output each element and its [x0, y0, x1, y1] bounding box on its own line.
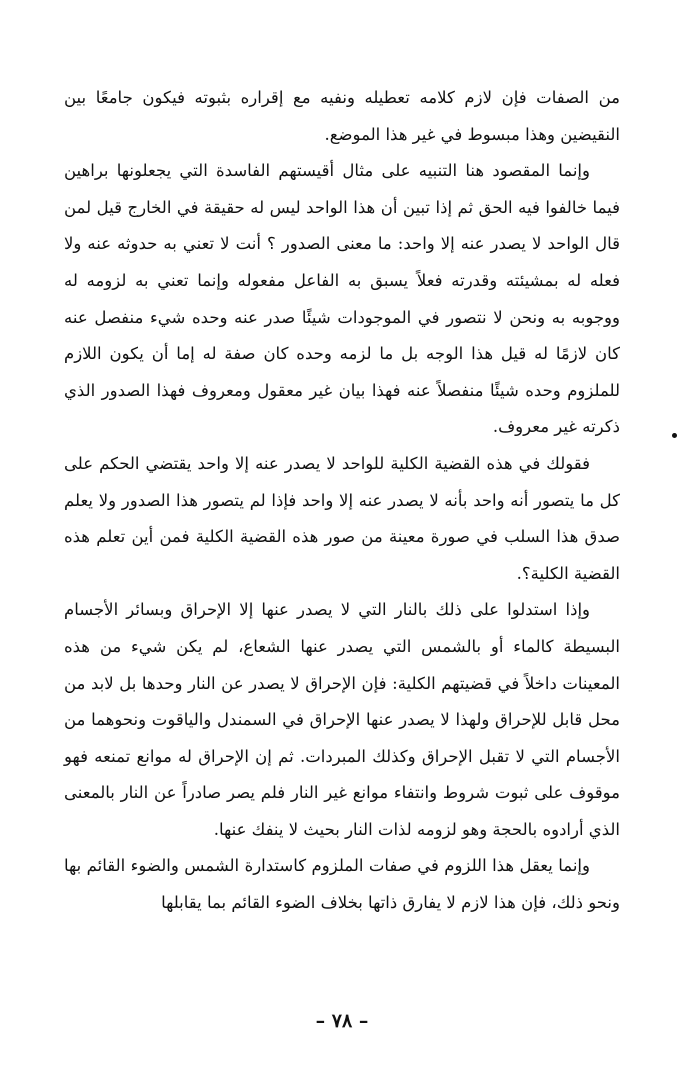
margin-dot — [672, 433, 677, 438]
paragraph-4: وإذا استدلوا على ذلك بالنار التي لا يصدر عنها إلا الإحراق وبسائر الأجسام البسيطة كالماء أو بالشمس التي يصدر عنها الشعاع، لم يكن شيء من هذه المعينات داخلاً في قضيتهم الكلية: فإن الإحراق لا يصدر عن النار وحدها بل لابد من محل قابل للإحراق ولهذا لا يصدر عنها الإحراق في السمندل والياقوت ونحوهما من الأجسام التي لا تقبل الإحراق وكذلك المبردات. ثم إن الإحراق له موانع تمنعه فهو موقوف على ثبوت شروط وانتفاء موانع غير النار فلم يصر صادراً عن النار بالمعنى الذي أرادوه بالحجة وهو لزومه لذات النار بحيث لا ينفك عنها. — [64, 600, 620, 839]
page-body — [64, 80, 620, 1040]
paragraph-3: فقولك في هذه القضية الكلية للواحد لا يصدر عنه إلا واحد يقتضي الحكم على كل ما يتصور أنه واحد بأنه لا يصدر عنه إلا واحد فإذا لم يتصور هذا الصدور ولا يعلم صدق هذا السلب في صورة معينة من صور هذه القضية الكلية فمن أين تعلم هذه القضية الكلية؟. — [64, 453, 620, 583]
paragraph-2: وإنما المقصود هنا التنبيه على مثال أقيستهم الفاسدة التي يجعلونها براهين فيما خالفوا فيه الحق ثم إذا تبين أن هذا الواحد ليس له حقيقة في الخارج قيل لمن قال الواحد لا يصدر عنه إلا واحد: ما معنى الصدور ؟ أنت لا تعني به حدوثه عنه ولا فعله له بمشيئته وقدرته فعلاً يسبق به الفاعل مفعوله وإنما تعني به لزومه له ووجوبه به ونحن لا نتصور في الموجودات شيئًا صدر عنه وحده شيء منفصل عنه كان لازمًا له قيل هذا الوجه بل ما لزمه وحده كان صفة له إما أن يكون اللازم للملزوم وحده شيئًا منفصلاً عنه فهذا بيان غير معقول ومعروف فهذا الصدور الذي ذكرته غير معروف. — [64, 161, 620, 437]
paragraph-1: من الصفات فإن لازم كلامه تعطيله ونفيه مع إقراره بثبوته فيكون جامعًا بين النقيضين وهذا مبسوط في غير هذا الموضع. — [64, 88, 620, 144]
page-number: – ٧٨ – — [315, 1010, 369, 1032]
paragraph-5: وإنما يعقل هذا اللزوم في صفات الملزوم كاستدارة الشمس والضوء القائم بها ونحو ذلك، فإن هذا لازم لا يفارق ذاتها بخلاف الضوء القائم بما يقابلها — [64, 856, 620, 913]
